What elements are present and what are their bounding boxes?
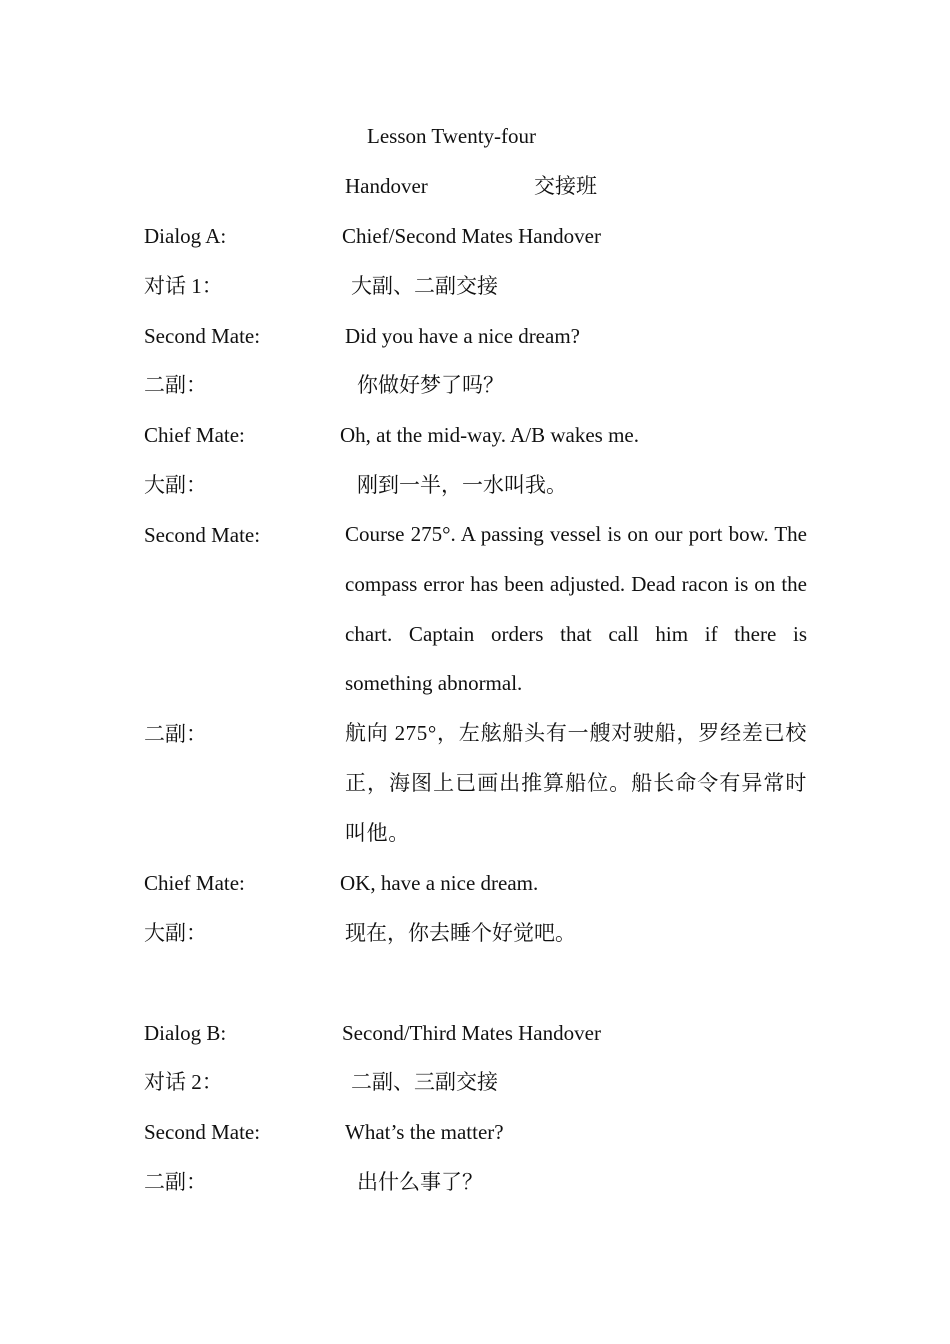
utterance: OK, have a nice dream.	[340, 871, 539, 895]
utterance: Did you have a nice dream?	[345, 324, 580, 348]
dialog-b-label-chinese: 对话 2：	[144, 1070, 223, 1094]
utterance: 现在，你去睡个好觉吧。	[345, 921, 576, 945]
dialog-a-title: Chief/Second Mates Handover	[342, 224, 601, 248]
speaker-label: Second Mate:	[144, 324, 261, 348]
dialog-b-title-chinese: 二副、三副交接	[351, 1070, 498, 1094]
dialog-b-title: Second/Third Mates Handover	[342, 1021, 601, 1045]
speaker-label: 大副：	[144, 921, 207, 945]
utterance: 刚到一半，一水叫我。	[357, 473, 567, 497]
dialog-b-label: Dialog B:	[144, 1021, 227, 1045]
lesson-subtitle-chinese: 交接班	[534, 174, 597, 198]
utterance: 出什么事了？	[357, 1170, 483, 1194]
speaker-label: 二副：	[144, 722, 207, 746]
speaker-label: 二副：	[144, 373, 207, 397]
utterance: 你做好梦了吗？	[357, 373, 504, 397]
speaker-label: Chief Mate:	[144, 423, 245, 447]
speaker-label: Chief Mate:	[144, 871, 245, 895]
utterance: Oh, at the mid-way. A/B wakes me.	[340, 423, 639, 447]
dialog-a-title-chinese: 大副、二副交接	[351, 274, 498, 298]
utterance: What’s the matter?	[345, 1120, 504, 1144]
utterance-multiline: Course 275°. A passing vessel is on our port bow. The compass error has been adjusted. Dead racon is on the chart. Captain orders that call him if there is something abnormal.	[345, 522, 807, 696]
dialog-a-label: Dialog A:	[144, 224, 227, 248]
lesson-subtitle-english: Handover	[345, 174, 428, 198]
speaker-label: Second Mate:	[144, 1120, 261, 1144]
dialog-a-label-chinese: 对话 1：	[144, 274, 223, 298]
speaker-label: 二副：	[144, 1170, 207, 1194]
lesson-title: Lesson Twenty-four	[367, 124, 537, 148]
speaker-label: 大副：	[144, 473, 207, 497]
speaker-label: Second Mate:	[144, 523, 261, 547]
utterance-multiline: 航向 275°，左舷船头有一艘对驶船，罗经差已校正，海图上已画出推算船位。船长命令有异常时叫他。	[345, 721, 807, 845]
